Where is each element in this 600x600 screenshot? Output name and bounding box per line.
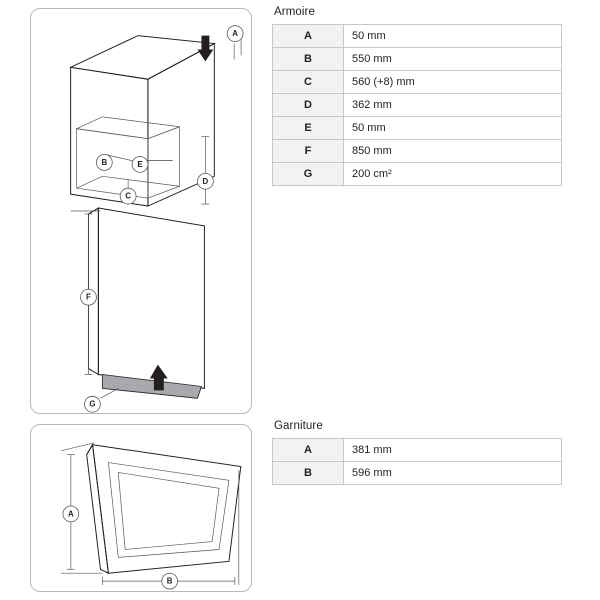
callout-F <box>81 289 97 305</box>
callout-B <box>96 155 112 171</box>
armoire-spec-block <box>272 6 562 186</box>
row-key: D <box>273 94 344 117</box>
row-value: 362 mm <box>344 94 562 117</box>
row-value: 596 mm <box>344 462 562 485</box>
svg-text:B: B <box>166 576 173 586</box>
callout-D <box>197 173 213 189</box>
table-row <box>273 140 562 163</box>
row-key: G <box>273 163 344 186</box>
row-key: B <box>273 462 344 485</box>
callout-G <box>85 396 101 412</box>
trim-diagram-panel <box>30 424 252 592</box>
svg-text:A: A <box>67 509 74 519</box>
table-row <box>273 71 562 94</box>
armoire-spec-table <box>272 24 562 186</box>
row-key: A <box>273 25 344 48</box>
row-key: A <box>273 439 344 462</box>
table-row <box>273 117 562 140</box>
row-value: 850 mm <box>344 140 562 163</box>
callout-E <box>132 156 148 172</box>
svg-text:D: D <box>202 176 209 186</box>
garniture-table-title: Garniture <box>274 420 323 432</box>
row-key: B <box>273 48 344 71</box>
table-row <box>273 439 562 462</box>
row-key: F <box>273 140 344 163</box>
row-value: 381 mm <box>344 439 562 462</box>
callout-A <box>227 26 243 42</box>
row-value: 200 cm² <box>344 163 562 186</box>
table-row <box>273 94 562 117</box>
table-row <box>273 25 562 48</box>
row-value: 550 mm <box>344 48 562 71</box>
callout-A <box>63 506 79 522</box>
armoire-table-title: Armoire <box>274 6 315 18</box>
svg-text:E: E <box>137 159 143 169</box>
row-key: E <box>273 117 344 140</box>
table-row <box>273 48 562 71</box>
cabinet-diagram-panel <box>30 8 252 414</box>
garniture-spec-table <box>272 438 562 485</box>
callout-C <box>120 188 136 204</box>
row-value: 50 mm <box>344 25 562 48</box>
row-key: C <box>273 71 344 94</box>
callout-B <box>162 573 178 589</box>
table-row <box>273 163 562 186</box>
row-value: 50 mm <box>344 117 562 140</box>
svg-text:C: C <box>125 191 131 201</box>
svg-text:A: A <box>232 29 239 39</box>
svg-text:F: F <box>86 292 91 302</box>
row-value: 560 (+8) mm <box>344 71 562 94</box>
garniture-spec-block <box>272 420 562 485</box>
svg-text:G: G <box>89 399 96 409</box>
svg-text:B: B <box>101 157 108 167</box>
table-row <box>273 462 562 485</box>
